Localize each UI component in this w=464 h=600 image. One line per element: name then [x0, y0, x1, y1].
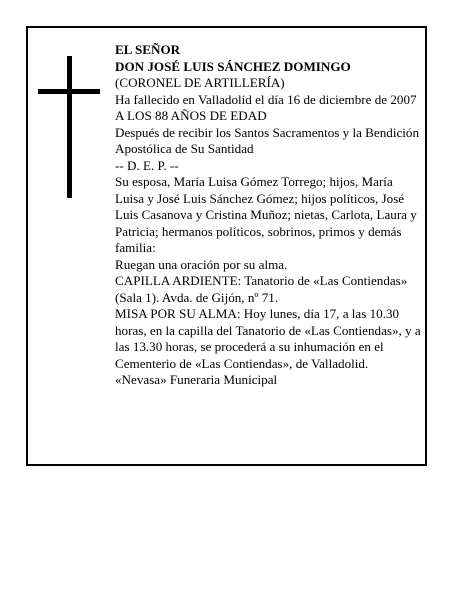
notice-text [115, 42, 423, 389]
deceased-name: DON JOSÉ LUIS SÁNCHEZ DOMINGO [115, 58, 351, 74]
family-list: Su esposa, María Luisa Gómez Torrego; hijos, María Luisa y José Luis Sánchez Gómez; hijos políticos, José Luis Casanova y Cristina Muñoz; nietas, Carlota, Laura y Patricia; hermanos políticos, sobrinos, primos y demás familia: [115, 174, 421, 255]
mass-info: MISA POR SU ALMA: Hoy lunes, día 17, a las 10.30 horas, en la capilla del Tanatorio de «Las Contiendas», y a las 13.30 horas, se procederá a su inhumación en el Cementerio de «Las Contiendas», de Valladolid. [115, 306, 425, 371]
prayer-request: Ruegan una oración por su alma. [115, 256, 288, 272]
obituary-notice [26, 26, 427, 466]
cross-vertical-bar [67, 56, 72, 198]
notice-title: EL SEÑOR [115, 42, 181, 57]
cross-icon [38, 56, 100, 198]
chapel-info: CAPILLA ARDIENTE: Tanatorio de «Las Contiendas» (Sala 1). Avda. de Gijón, nº 71. [115, 273, 411, 305]
funeral-home: «Nevasa» Funeraria Municipal [115, 372, 278, 387]
death-statement: Ha fallecido en Valladolid el día 16 de diciembre de 2007 [115, 91, 417, 107]
sacraments-statement: Después de recibir los Santos Sacramentos y la Bendición Apostólica de Su Santidad [115, 124, 422, 156]
cross-horizontal-bar [38, 89, 100, 94]
rip-line: -- D. E. P. -- [115, 157, 179, 173]
age-statement: A LOS 88 AÑOS DE EDAD [115, 108, 267, 123]
deceased-rank: (CORONEL DE ARTILLERÍA) [115, 75, 285, 90]
